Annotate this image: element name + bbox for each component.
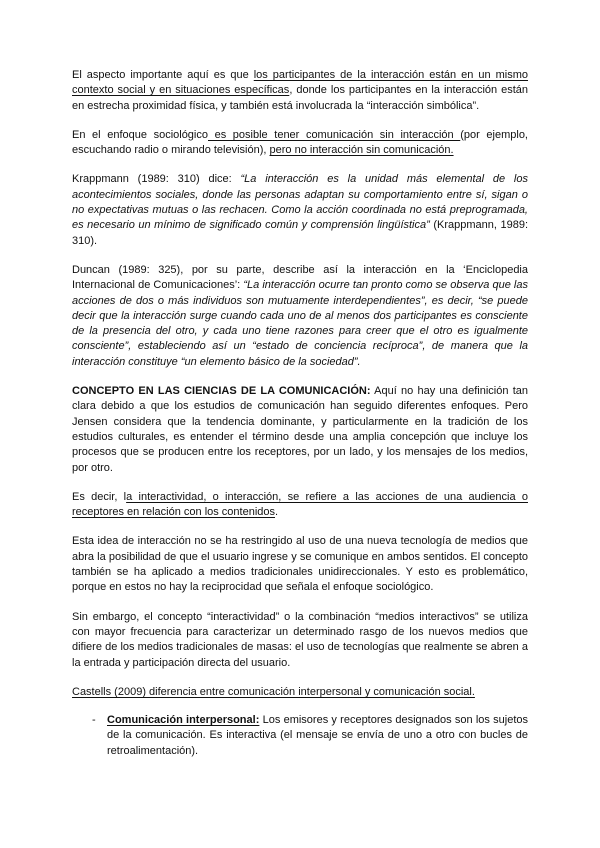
- list-item: - Comunicación interpersonal: Los emisores y receptores designados son los sujetos de la comunicación. Es interactiva (el mensaje se envía de uno a otro con bucles de retroalimentación).: [92, 714, 528, 757]
- paragraph-technology: Esta idea de interacción no se ha restringido al uso de una nueva tecnología de medios que abra la posibilidad de que el usuario ingrese y se comunique en ambos sentidos. El concepto también se ha aplicado a medios tradicionales unidireccionales. Y esto es problemático, porque en estos no hay la reciprocidad que señala el enfoque sociológico.: [72, 535, 528, 594]
- paragraph-context: El aspecto importante aquí es que los participantes de la interacción están en un mismo contexto social y en situaciones específicas, donde los participantes en la interacción están en estrecha proximidad física, y también está involucrada la “interacción simbólica”.: [72, 69, 529, 112]
- bullet-dash: -: [92, 714, 96, 727]
- paragraph-concept: CONCEPTO EN LAS CIENCIAS DE LA COMUNICACIÓN: Aquí no hay una definición tan clara debido a que los estudios de comunicación han seguido diferentes enfoques. Pero Jensen considera que la tendencia dominante, y particularmente en la tradición de los estudios culturales, es entender el término desde una amplia concepción que incluye los procesos que se producen entre los receptores, por un lado, y los mensajes de los medios, por otro.: [72, 385, 528, 474]
- bullet-title: Comunicación interpersonal:: [107, 714, 260, 727]
- document-body: [72, 68, 528, 759]
- paragraph-sociological: En el enfoque sociológico es posible tener comunicación sin interacción (por ejemplo, escuchando radio o mirando televisión), pero no interacción sin comunicación.: [72, 128, 528, 157]
- paragraph-duncan: Duncan (1989: 325), por su parte, describe así la interacción en la ‘Enciclopedia Internacional de Comunicaciones’: “La interacción ocurre tan pronto como se observa que las acciones de dos o más individuos son mutuamente interdependientes”, es decir, “se puede decir que la interacción surge cuando cada uno de al menos dos participantes es consciente de la presencia del otro, y cada uno tiene razones para creer que el otro es igualmente consciente”, estableciendo así un “estado de conciencia recíproca”, de manera que la interacción constituye “un elemento básico de la sociedad”.: [72, 263, 528, 368]
- paragraph-castells: Castells (2009) diferencia entre comunicación interpersonal y comunicación social.: [72, 685, 475, 698]
- paragraph-interactive-media: Sin embargo, el concepto “interactividad” o la combinación “medios interactivos” se utiliza con mayor frecuencia para caracterizar un determinado rasgo de los nuevos medios que difiere de los medios tradicionales de masas: el uso de tecnologías que realmente se abren a la entrada y participación directa del usuario.: [72, 610, 528, 669]
- paragraph-interactivity: Es decir, la interactividad, o interacción, se refiere a las acciones de una audiencia o receptores en relación con los contenidos.: [72, 490, 528, 519]
- section-heading: CONCEPTO EN LAS CIENCIAS DE LA COMUNICACIÓN:: [72, 385, 371, 398]
- paragraph-krappmann: Krappmann (1989: 310) dice: “La interacción es la unidad más elemental de los acontecimientos sociales, donde las personas adaptan su comportamiento entre sí, sigan o no expectativas mutuas o las rechacen. Como la acción coordinada no está preprogramada, es necesario un mínimo de significado común y comprensión lingüística” (Krappmann, 1989: 310).: [72, 173, 528, 247]
